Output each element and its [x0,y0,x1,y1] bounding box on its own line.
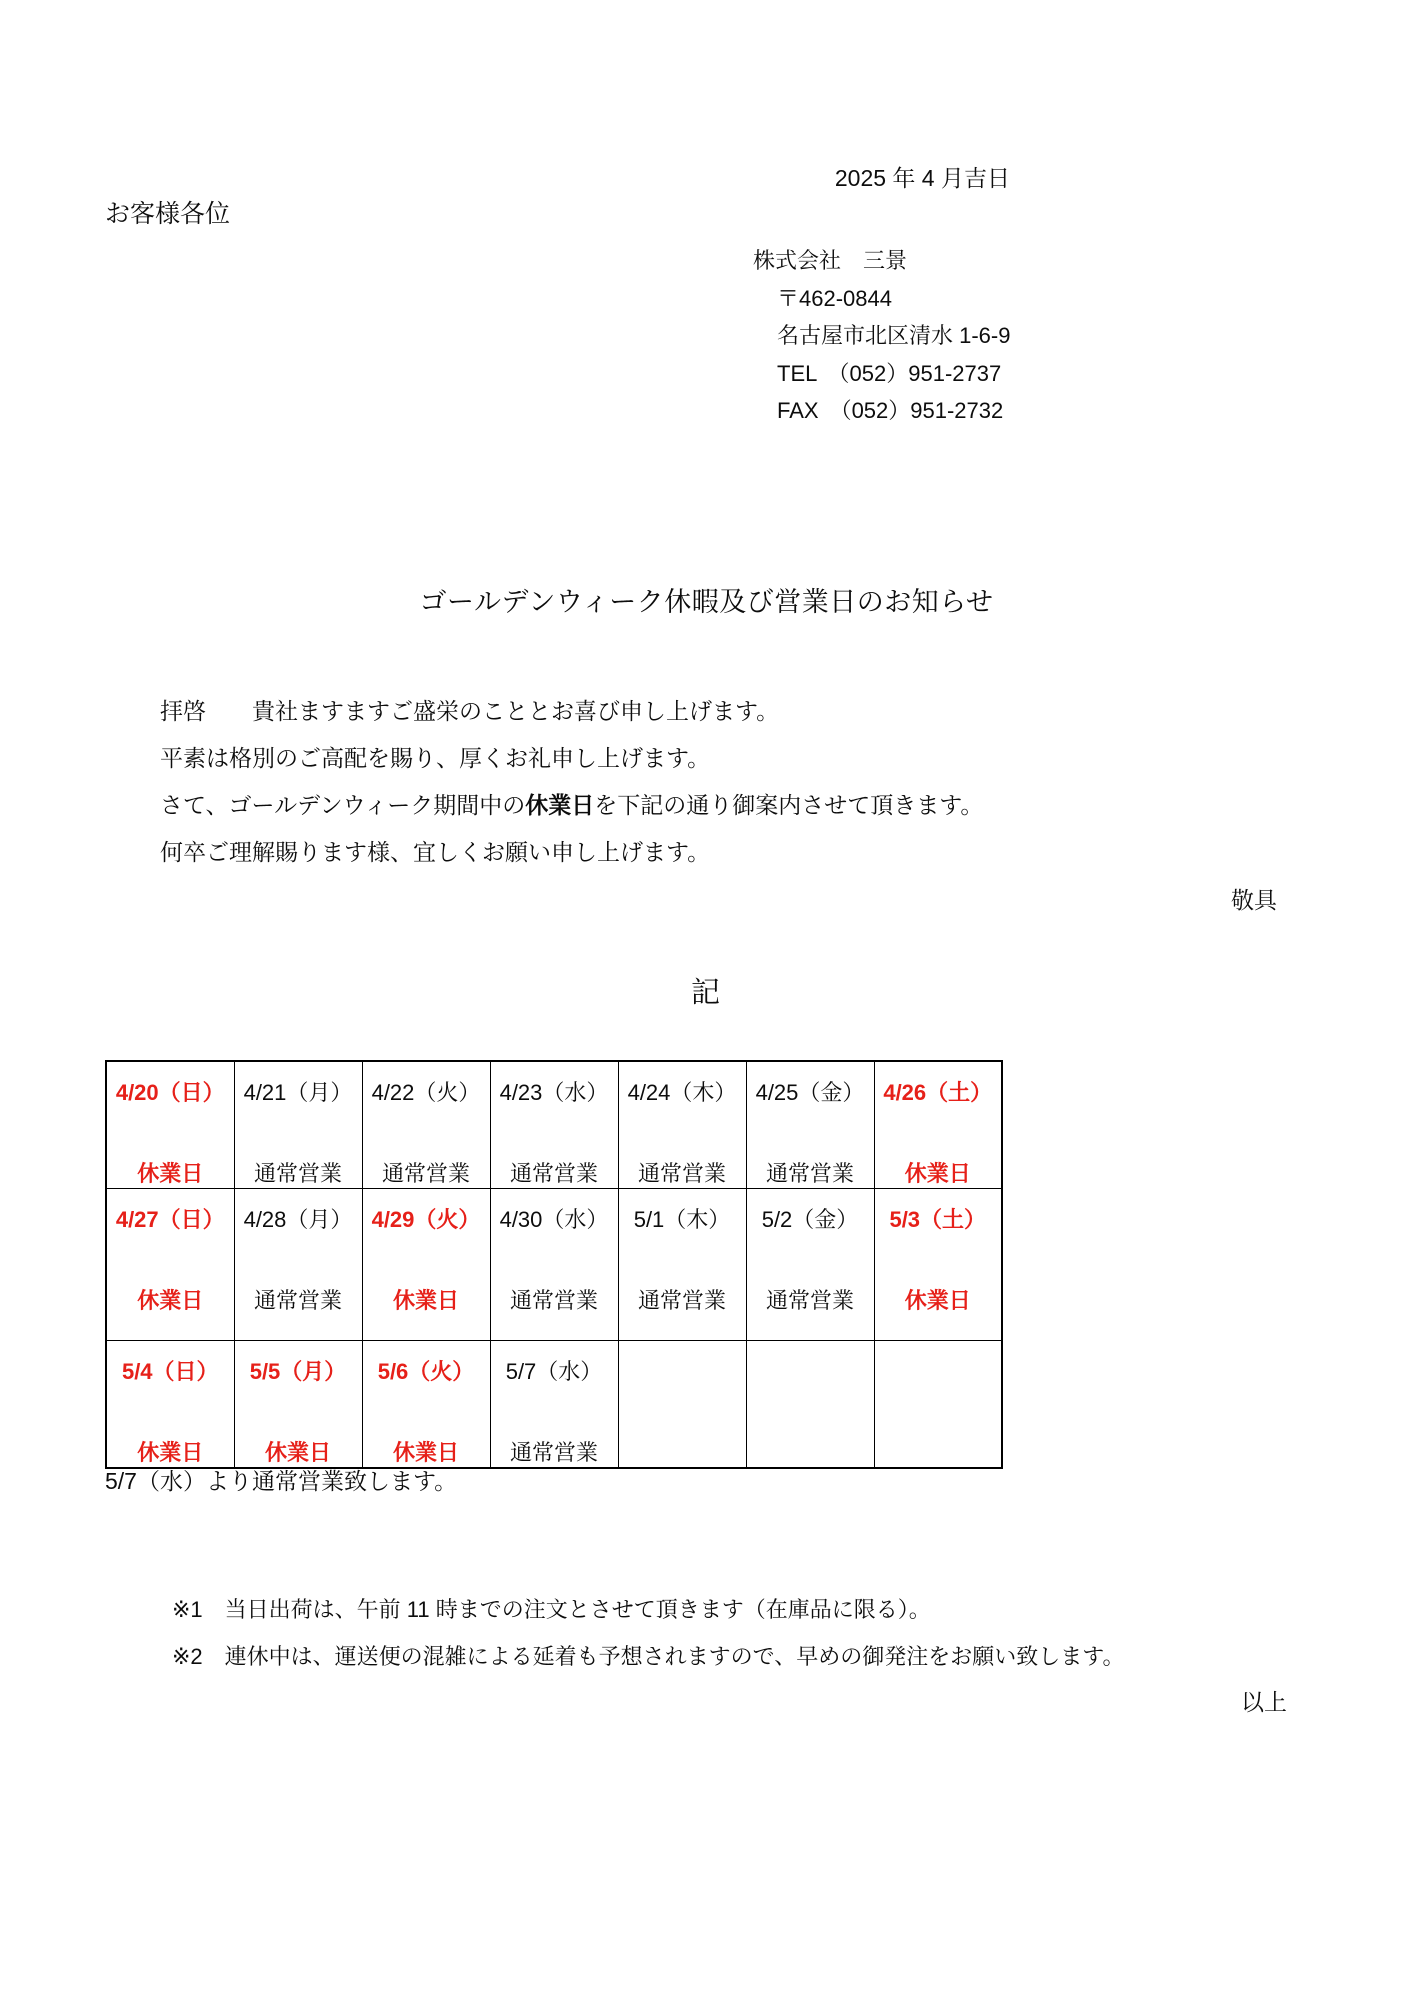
calendar-cell [618,1189,746,1341]
postal-code: 〒462-0844 [777,285,892,311]
footnote-2: ※2 連休中は、運送便の混雑による延着も予想されますので、早めの御発注をお願い致します。 [172,1644,1125,1669]
calendar-cell [746,1061,874,1189]
calendar-status: 通常営業 [509,1440,598,1465]
calendar-date: 4/23（水） [499,1080,609,1105]
calendar-date: 4/30（水） [499,1207,609,1232]
calendar-date: 5/6（火） [377,1359,475,1384]
calendar-cell [490,1189,618,1341]
calendar-date: 4/24（木） [627,1080,737,1105]
calendar-cell [362,1061,490,1189]
calendar-status: 休業日 [904,1288,971,1313]
notice-title: ゴールデンウィーク休暇及び営業日のお知らせ [419,587,994,617]
calendar-cell [106,1341,234,1469]
greeting-line-4: 何卒ご理解賜ります様、宜しくお願い申し上げます。 [160,839,711,865]
calendar-date: 5/5（月） [249,1359,347,1384]
calendar-cell [618,1341,746,1469]
company-tel: TEL （052）951-2737 [777,360,1002,386]
calendar-status: 通常営業 [637,1288,726,1313]
calendar-date: 5/4（日） [121,1359,219,1384]
calendar-cell [362,1341,490,1469]
calendar-status: 通常営業 [509,1288,598,1313]
calendar-status: 通常営業 [765,1161,854,1186]
footnotes [172,1586,1124,1680]
calendar-cell [874,1061,1002,1189]
recipient-line: お客様各位 [105,200,231,228]
greeting-line-3-prefix: さて、ゴールデンウィーク期間中の [160,792,526,818]
calendar-date: 5/7（水） [505,1359,603,1384]
calendar-row [106,1341,1002,1469]
calendar-cell [234,1341,362,1469]
calendar-date: 5/1（木） [633,1207,731,1232]
end-mark: 以上 [1241,1689,1287,1715]
calendar-date: 4/20（日） [115,1080,225,1105]
calendar-status: 通常営業 [637,1161,726,1186]
calendar-status: 休業日 [904,1161,971,1186]
calendar-status: 通常営業 [253,1288,342,1313]
greeting-line-3-suffix: を下記の通り御案内させて頂きます。 [594,792,984,818]
calendar-row [106,1061,1002,1189]
closing-keigu: 敬具 [1231,887,1277,913]
calendar-cell [106,1061,234,1189]
calendar-date: 4/27（日） [115,1207,225,1232]
greeting-line-3-bold: 休業日 [525,792,595,818]
calendar-row [106,1189,1002,1341]
calendar-cell [490,1061,618,1189]
greeting-line-2: 平素は格別のご高配を賜り、厚くお礼申し上げます。 [160,745,711,771]
footnote-1: ※1 当日出荷は、午前 11 時までの注文とさせて頂きます（在庫品に限る）。 [172,1597,931,1622]
calendar-status: 通常営業 [765,1288,854,1313]
document-date: 2025 年 4 月吉日 [834,165,1010,191]
calendar-status: 休業日 [264,1440,331,1465]
company-address: 名古屋市北区清水 1-6-9 [777,323,1011,348]
calendar-status: 休業日 [137,1161,204,1186]
calendar-status: 通常営業 [253,1161,342,1186]
calendar-cell [618,1061,746,1189]
company-name: 株式会社 三景 [753,248,908,273]
company-fax: FAX （052）951-2732 [777,398,1004,423]
greeting-line-1: 拝啓 貴社ますますご盛栄のこととお喜び申し上げます。 [160,698,780,724]
calendar-date: 4/25（金） [755,1080,865,1105]
calendar-cell [874,1189,1002,1341]
calendar-cell [874,1341,1002,1469]
calendar-date: 4/29（火） [371,1207,481,1232]
calendar-status: 休業日 [392,1440,459,1465]
calendar-status: 休業日 [392,1288,459,1313]
calendar-cell [362,1189,490,1341]
greeting-line-3 [160,782,983,829]
calendar-cell [106,1189,234,1341]
calendar-date: 5/2（金） [761,1207,859,1232]
holiday-calendar-table [105,1060,1003,1469]
calendar-date: 4/26（土） [883,1080,993,1105]
calendar-status: 休業日 [137,1440,204,1465]
sender-block [753,242,1010,430]
calendar-status: 通常営業 [381,1161,470,1186]
after-table-note: 5/7（水）より通常営業致します。 [105,1468,458,1494]
calendar-date: 4/21（月） [243,1080,353,1105]
calendar-cell [234,1189,362,1341]
record-heading: 記 [690,977,722,1009]
calendar-cell [746,1341,874,1469]
calendar-date: 4/22（火） [371,1080,481,1105]
calendar-cell [746,1189,874,1341]
calendar-date: 4/28（月） [243,1207,353,1232]
calendar-cell [490,1341,618,1469]
calendar-cell [234,1061,362,1189]
calendar-date: 5/3（土） [889,1207,987,1232]
letter-body [160,688,983,876]
calendar-status: 通常営業 [509,1161,598,1186]
calendar-status: 休業日 [137,1288,204,1313]
